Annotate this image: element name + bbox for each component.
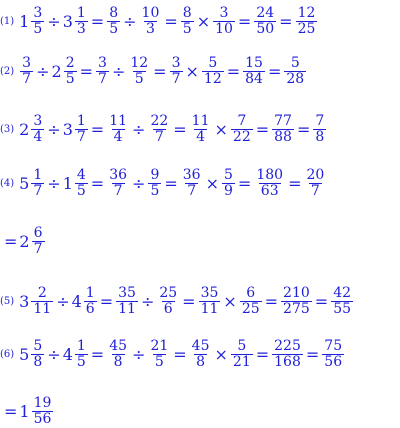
operator: = <box>90 173 105 193</box>
operator: = <box>153 61 167 81</box>
denominator: 63 <box>260 182 279 199</box>
fraction-stack <box>20 56 33 87</box>
numerator: 75 <box>324 337 343 354</box>
mixed-number <box>63 339 89 370</box>
problem-number: (2) <box>0 65 15 77</box>
fraction <box>180 6 195 37</box>
numerator: 1 <box>33 166 43 183</box>
numerator: 5 <box>237 337 247 354</box>
operator: = <box>173 119 187 139</box>
denominator: 22 <box>232 128 251 145</box>
denominator: 28 <box>286 70 305 87</box>
operator: × <box>214 344 228 364</box>
fraction-stack <box>254 6 276 37</box>
mixed-number <box>19 6 45 37</box>
numerator: 3 <box>98 54 107 71</box>
operator: ÷ <box>132 344 146 364</box>
denominator: 5 <box>33 20 43 37</box>
numerator: 210 <box>283 284 310 301</box>
operator: = <box>267 61 282 81</box>
operator: ÷ <box>47 119 61 139</box>
numerator: 12 <box>130 54 149 71</box>
fraction <box>156 286 180 317</box>
operator: × <box>223 291 237 311</box>
denominator: 7 <box>76 128 86 145</box>
whole-part: 3 <box>62 11 73 31</box>
denominator: 50 <box>256 20 275 37</box>
fraction-stack <box>181 168 203 199</box>
fraction-stack <box>84 286 97 317</box>
denominator: 10 <box>215 20 233 37</box>
operator: = <box>4 231 18 251</box>
numerator: 1 <box>85 284 95 301</box>
numerator: 3 <box>22 54 32 71</box>
equation-line <box>0 284 354 318</box>
fraction <box>115 286 139 317</box>
numerator: 225 <box>274 337 301 354</box>
equation-line <box>0 54 307 88</box>
fraction-stack <box>64 56 77 87</box>
numerator: 180 <box>256 166 284 183</box>
denominator: 8 <box>196 353 206 370</box>
fraction-stack <box>240 286 262 317</box>
operator: = <box>305 344 320 364</box>
denominator: 12 <box>203 70 222 87</box>
denominator: 5 <box>150 182 160 199</box>
operator: = <box>279 11 293 31</box>
operator: = <box>237 173 252 193</box>
denominator: 8 <box>113 353 123 370</box>
denominator: 6 <box>163 300 173 317</box>
operator: = <box>99 291 114 311</box>
fraction-stack <box>199 286 221 317</box>
operator: ÷ <box>47 344 61 364</box>
operator: × <box>185 61 199 81</box>
denominator: 3 <box>145 20 155 37</box>
fraction-stack <box>148 114 170 145</box>
numerator: 1 <box>76 112 86 129</box>
equation-line <box>2 394 54 428</box>
fraction-stack <box>243 56 265 87</box>
denominator: 7 <box>22 70 32 87</box>
denominator: 55 <box>333 300 352 317</box>
denominator: 4 <box>196 128 206 145</box>
fraction-stack <box>331 286 353 317</box>
problem-number: (4) <box>0 177 15 189</box>
operator: ÷ <box>56 291 70 311</box>
fraction-stack <box>107 168 129 199</box>
fraction-stack <box>31 168 44 199</box>
fraction-stack <box>96 56 109 87</box>
operator: = <box>182 291 196 311</box>
whole-part: 3 <box>62 119 73 139</box>
numerator: 42 <box>333 284 352 301</box>
numerator: 45 <box>191 337 210 354</box>
mixed-number <box>72 286 98 317</box>
fraction <box>253 168 286 199</box>
fraction <box>180 168 204 199</box>
denominator: 5 <box>76 182 86 199</box>
numerator: 45 <box>109 337 128 354</box>
fraction <box>147 114 171 145</box>
operator: ÷ <box>140 291 155 311</box>
denominator: 7 <box>154 128 164 145</box>
denominator: 7 <box>113 182 123 199</box>
mixed-number <box>63 114 89 145</box>
fraction-stack <box>107 114 129 145</box>
operator: = <box>79 61 94 81</box>
fraction-stack <box>32 396 54 427</box>
numerator: 3 <box>171 54 181 71</box>
equation-line <box>0 4 318 38</box>
fraction <box>253 6 277 37</box>
fraction-stack <box>107 339 129 370</box>
operator: = <box>90 11 105 31</box>
fraction-stack <box>31 286 53 317</box>
operator: ÷ <box>132 173 146 193</box>
numerator: 36 <box>182 166 201 183</box>
denominator: 7 <box>33 240 43 257</box>
numerator: 2 <box>37 284 47 301</box>
numerator: 8 <box>182 4 192 21</box>
operator: = <box>164 173 178 193</box>
numerator: 9 <box>150 166 160 183</box>
denominator: 5 <box>182 20 192 37</box>
fraction <box>221 168 236 199</box>
equation-line <box>0 337 345 371</box>
denominator: 7 <box>310 182 320 199</box>
fraction-stack <box>272 339 303 370</box>
numerator: 77 <box>274 112 292 129</box>
whole-part: 2 <box>19 231 30 251</box>
operator: ÷ <box>111 61 126 81</box>
mixed-number <box>19 396 54 427</box>
fraction-stack <box>202 56 224 87</box>
fraction <box>295 6 319 37</box>
mixed-number <box>19 168 45 199</box>
fraction <box>330 286 354 317</box>
fraction <box>230 114 254 145</box>
fraction <box>312 114 327 145</box>
numerator: 11 <box>109 112 128 129</box>
fraction-stack <box>116 286 138 317</box>
fraction <box>106 114 130 145</box>
denominator: 11 <box>118 300 136 317</box>
problem-number: (1) <box>0 15 15 27</box>
fraction-stack <box>32 226 45 257</box>
fraction-stack <box>75 114 88 145</box>
mixed-number <box>63 6 89 37</box>
fraction-stack <box>75 339 88 370</box>
operator: ÷ <box>123 11 137 31</box>
denominator: 25 <box>297 20 316 37</box>
denominator: 3 <box>76 20 86 37</box>
denominator: 5 <box>109 20 119 37</box>
fraction-stack <box>75 168 88 199</box>
fraction <box>271 339 304 370</box>
numerator: 5 <box>224 166 233 183</box>
operator: = <box>255 344 270 364</box>
fraction-stack <box>272 114 294 145</box>
fraction-stack <box>157 286 179 317</box>
denominator: 7 <box>187 182 197 199</box>
mixed-number <box>19 226 45 257</box>
equation-line <box>0 166 327 200</box>
numerator: 3 <box>33 112 43 129</box>
problem-number: (6) <box>0 348 15 360</box>
mixed-number <box>19 339 45 370</box>
denominator: 7 <box>171 70 181 87</box>
numerator: 1 <box>76 337 86 354</box>
fraction-stack <box>148 168 161 199</box>
numerator: 25 <box>159 284 178 301</box>
fraction-stack <box>170 56 183 87</box>
denominator: 11 <box>33 300 52 317</box>
operator: = <box>164 11 178 31</box>
fraction <box>242 56 266 87</box>
numerator: 6 <box>246 284 256 301</box>
fraction <box>139 6 163 37</box>
operator: = <box>90 344 105 364</box>
whole-part: 5 <box>19 344 30 364</box>
mixed-number <box>19 286 54 317</box>
fraction-stack <box>128 56 150 87</box>
numerator: 7 <box>237 112 247 129</box>
denominator: 5 <box>76 353 86 370</box>
operator: ÷ <box>36 61 50 81</box>
mixed-number <box>52 56 78 87</box>
numerator: 22 <box>150 112 169 129</box>
fraction-stack <box>31 339 44 370</box>
numerator: 35 <box>118 284 136 301</box>
fraction <box>198 286 222 317</box>
fraction-stack <box>140 6 162 37</box>
operator: × <box>214 119 228 139</box>
numerator: 4 <box>76 166 86 183</box>
operator: = <box>173 344 187 364</box>
equation-line <box>0 112 327 146</box>
whole-part: 3 <box>19 291 30 311</box>
whole-part: 4 <box>62 344 73 364</box>
operator: = <box>288 173 302 193</box>
denominator: 4 <box>33 128 43 145</box>
fraction <box>230 339 254 370</box>
whole-part: 2 <box>51 61 62 81</box>
fraction-stack <box>322 339 344 370</box>
denominator: 5 <box>134 70 144 87</box>
fraction-stack <box>31 6 44 37</box>
problem-number: (5) <box>0 295 15 307</box>
whole-part: 2 <box>19 119 30 139</box>
fraction-stack <box>222 168 235 199</box>
operator: = <box>314 291 329 311</box>
operator: = <box>237 11 252 31</box>
mixed-number <box>19 114 45 145</box>
numerator: 12 <box>297 4 316 21</box>
operator: = <box>296 119 311 139</box>
numerator: 10 <box>141 4 160 21</box>
fraction <box>106 339 130 370</box>
numerator: 15 <box>245 54 263 71</box>
fraction <box>239 286 263 317</box>
numerator: 21 <box>150 337 169 354</box>
fraction <box>147 339 171 370</box>
fraction-stack <box>148 339 170 370</box>
fraction-stack <box>281 286 312 317</box>
whole-part: 5 <box>19 173 30 193</box>
fraction-stack <box>313 114 326 145</box>
fraction <box>106 168 130 199</box>
numerator: 1 <box>76 4 86 21</box>
denominator: 8 <box>315 128 325 145</box>
fraction-stack <box>107 6 120 37</box>
fraction-stack <box>75 6 88 37</box>
whole-part: 1 <box>62 173 73 193</box>
fraction-stack <box>213 6 235 37</box>
numerator: 5 <box>208 54 218 71</box>
fraction-stack <box>181 6 194 37</box>
numerator: 20 <box>306 166 325 183</box>
operator: × <box>205 173 219 193</box>
fraction-stack <box>304 168 326 199</box>
numerator: 36 <box>109 166 128 183</box>
operator: = <box>4 401 18 421</box>
denominator: 7 <box>98 70 107 87</box>
fraction <box>127 56 151 87</box>
fraction-stack <box>254 168 285 199</box>
fraction <box>201 56 225 87</box>
numerator: 24 <box>256 4 275 21</box>
numerator: 35 <box>200 284 219 301</box>
denominator: 88 <box>274 128 292 145</box>
operator: ÷ <box>47 173 61 193</box>
fraction <box>19 56 34 87</box>
fraction <box>321 339 345 370</box>
fraction <box>271 114 295 145</box>
operator: ÷ <box>132 119 146 139</box>
fraction <box>303 168 327 199</box>
numerator: 2 <box>65 54 75 71</box>
operator: = <box>90 119 105 139</box>
numerator: 5 <box>33 337 43 354</box>
numerator: 8 <box>109 4 119 21</box>
fraction-stack <box>296 6 318 37</box>
fraction-stack <box>190 339 212 370</box>
whole-part: 1 <box>19 11 30 31</box>
denominator: 11 <box>200 300 219 317</box>
fraction <box>95 56 110 87</box>
fraction-stack <box>31 114 44 145</box>
mixed-number <box>63 168 89 199</box>
fraction <box>169 56 184 87</box>
fraction <box>189 339 213 370</box>
fraction <box>106 6 121 37</box>
fraction <box>189 114 213 145</box>
numerator: 19 <box>33 394 52 411</box>
whole-part: 1 <box>19 401 30 421</box>
numerator: 5 <box>290 54 300 71</box>
numerator: 3 <box>219 4 229 21</box>
operator: × <box>196 11 211 31</box>
denominator: 9 <box>224 182 233 199</box>
equation-line <box>2 224 46 258</box>
denominator: 7 <box>33 182 43 199</box>
denominator: 275 <box>283 300 310 317</box>
fraction-stack <box>231 339 253 370</box>
fraction-stack <box>231 114 253 145</box>
denominator: 168 <box>274 353 301 370</box>
operator: = <box>226 61 241 81</box>
numerator: 6 <box>33 224 43 241</box>
denominator: 5 <box>154 353 164 370</box>
denominator: 4 <box>113 128 123 145</box>
denominator: 21 <box>232 353 251 370</box>
operator: ÷ <box>47 11 61 31</box>
fraction-stack <box>284 56 306 87</box>
numerator: 11 <box>191 112 210 129</box>
denominator: 6 <box>85 300 95 317</box>
fraction <box>280 286 313 317</box>
fraction <box>147 168 162 199</box>
fraction <box>212 6 236 37</box>
denominator: 5 <box>65 70 75 87</box>
denominator: 56 <box>324 353 343 370</box>
fraction <box>283 56 307 87</box>
denominator: 25 <box>241 300 260 317</box>
fraction-stack <box>190 114 212 145</box>
problem-number: (3) <box>0 123 15 135</box>
numerator: 3 <box>33 4 43 21</box>
denominator: 8 <box>33 353 43 370</box>
whole-part: 4 <box>71 291 82 311</box>
denominator: 56 <box>33 410 52 427</box>
denominator: 84 <box>245 70 263 87</box>
operator: = <box>264 291 279 311</box>
operator: = <box>255 119 270 139</box>
numerator: 7 <box>315 112 325 129</box>
